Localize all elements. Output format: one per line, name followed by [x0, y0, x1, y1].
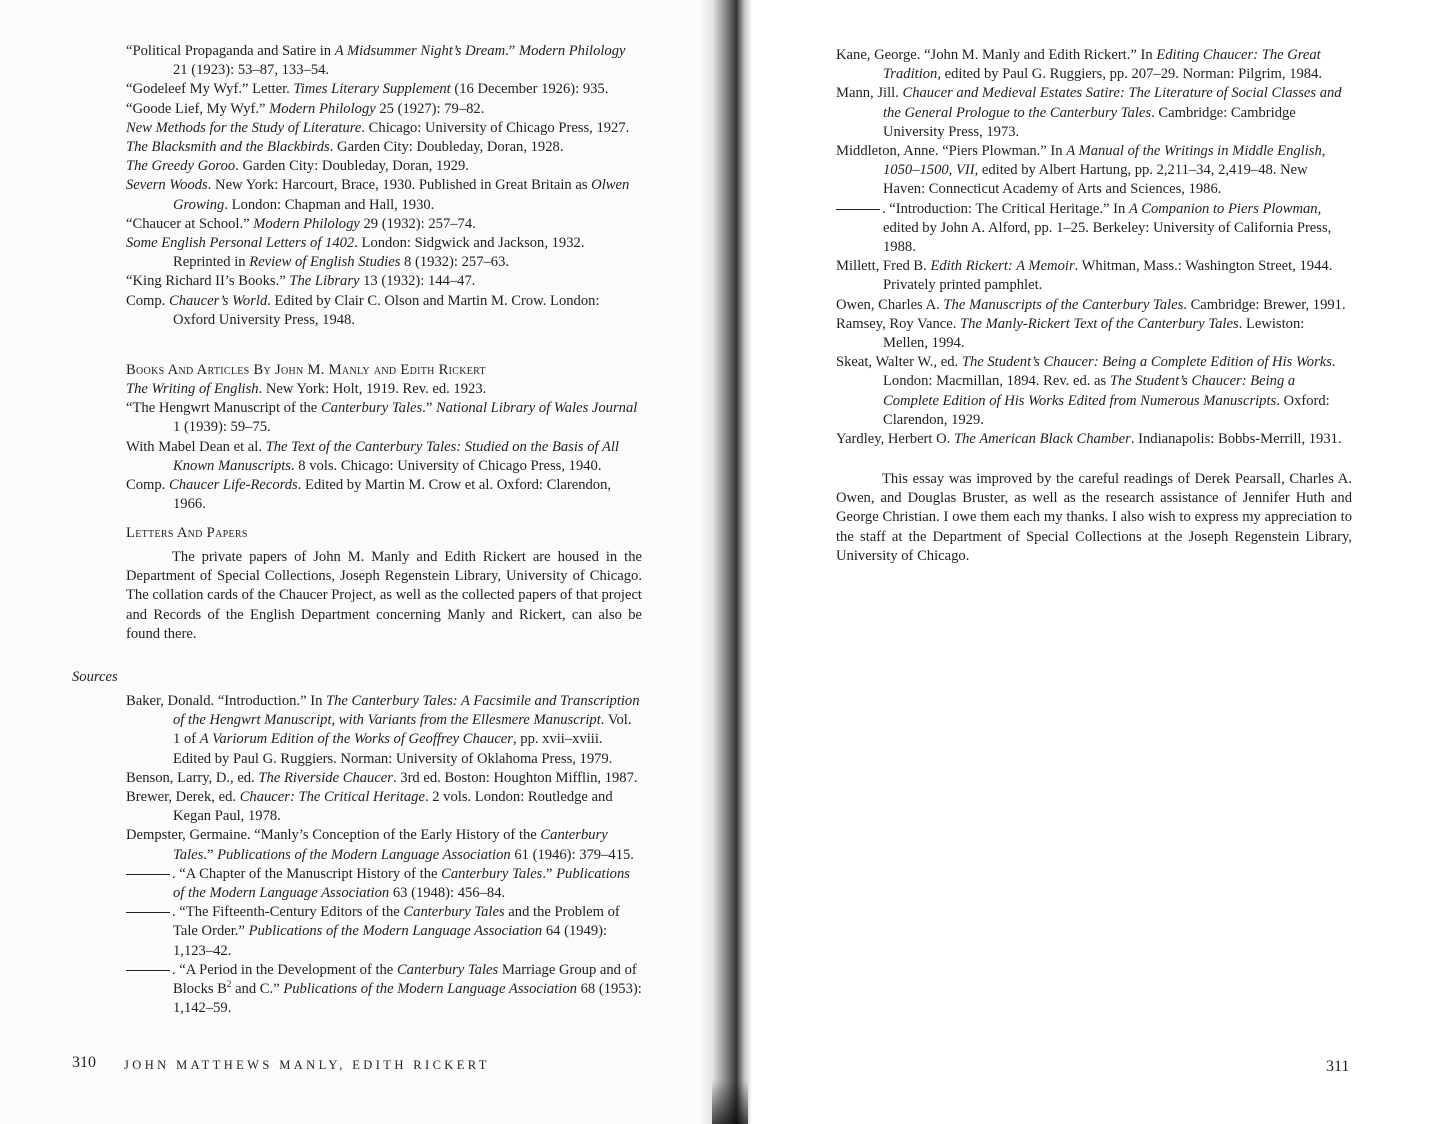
bibliography-entry: Baker, Donald. “Introduction.” In The Canterbury Tales: A Facsimile and Transcription of the Hengwrt Manuscript, with Variants from the Ellesmere Manuscript. Vol. 1 of A Variorum Edition of the Works of Geoffrey Chaucer, pp. xvii–xviii. Edited by Paul G. Ruggiers. Norman: University of Oklahoma Press, 1979. [126, 693, 640, 767]
joint-works-list [126, 380, 642, 514]
bibliography-entry: Comp. Chaucer Life-Records. Edited by Martin M. Crow et al. Oxford: Clarendon, 1966. [126, 477, 612, 513]
left-page [0, 0, 722, 1124]
sources-list-left [126, 692, 642, 1018]
bibliography-entry: Owen, Charles A. The Manuscripts of the Canterbury Tales. Cambridge: Brewer, 1991. [836, 296, 1346, 313]
page-number-right: 311 [1326, 1058, 1350, 1075]
bibliography-entry: Millett, Fred B. Edith Rickert: A Memoir. Whitman, Mass.: Washington Street, 1944. Privately printed pamphlet. [836, 258, 1333, 294]
sources-list-right [836, 46, 1352, 449]
bibliography-entry: Skeat, Walter W., ed. The Student’s Chaucer: Being a Complete Edition of His Works. London: Macmillan, 1894. Rev. ed. as The Student’s Chaucer: Being a Complete Edition of His Works Edited from Numerous Manuscripts. Oxford: Clarendon, 1929. [836, 354, 1336, 428]
letters-section [126, 524, 642, 644]
joint-works-heading: Books And Articles By John M. Manly and Edith Rickert [126, 362, 486, 378]
bibliography-entry: “The Hengwrt Manuscript of the Canterbury Tales.” National Library of Wales Journal 1 (1939): 59–75. [126, 400, 638, 436]
bibliography-entry: New Methods for the Study of Literature. Chicago: University of Chicago Press, 1927. [126, 119, 630, 136]
bibliography-entry: Some English Personal Letters of 1402. London: Sidgwick and Jackson, 1932. Reprinted in Review of English Studies 8 (1932): 257–63. [126, 235, 585, 271]
bibliography-entry: . “A Period in the Development of the Canterbury Tales Marriage Group and of Blocks $B^2$ and C.” Publications of the Modern Language Association 68 (1953): 1,142–59. [126, 961, 642, 1019]
sources-heading: Sources [72, 669, 118, 685]
bibliography-entry: Yardley, Herbert O. The American Black Chamber. Indianapolis: Bobbs-Merrill, 1931. [836, 431, 1342, 448]
bibliography-entry: “Goode Lief, My Wyf.” Modern Philology 25 (1927): 79–82. [126, 100, 485, 117]
bibliography-entry: “Political Propaganda and Satire in A Midsummer Night’s Dream.” Modern Philology 21 (1923): 53–87, 133–54. [126, 43, 626, 79]
bibliography-entry: . “The Fifteenth-Century Editors of the Canterbury Tales and the Problem of Tale Order.” Publications of the Modern Language Association 64 (1949): 1,123–42. [126, 903, 642, 961]
bibliography-entry: Middleton, Anne. “Piers Plowman.” In A Manual of the Writings in Middle English, 1050–1500, VII, edited by Albert Hartung, pp. 2,211–34, 2,419–48. New Haven: Connecticut Academy of Arts and Sciences, 1986. [836, 143, 1326, 198]
bibliography-entry: . “A Chapter of the Manuscript History of the Canterbury Tales.” Publications of the Modern Language Association 63 (1948): 456–84. [126, 865, 642, 903]
bibliography-entry: Dempster, Germaine. “Manly’s Conception of the Early History of the Canterbury Tales.” Publications of the Modern Language Association 61 (1946): 379–415. [126, 827, 634, 863]
bibliography-entry: Mann, Jill. Chaucer and Medieval Estates Satire: The Literature of Social Classes and the General Prologue to the Canterbury Tales. Cambridge: Cambridge University Press, 1973. [836, 85, 1342, 140]
book-gutter-bottom-shadow [712, 1080, 748, 1124]
bibliography-entry: “King Richard II’s Books.” The Library 13 (1932): 144–47. [126, 273, 476, 290]
bibliography-entry: Brewer, Derek, ed. Chaucer: The Critical Heritage. 2 vols. London: Routledge and Kegan Paul, 1978. [126, 789, 613, 825]
letters-paragraph: The private papers of John M. Manly and Edith Rickert are housed in the Department of Special Collections, Joseph Regenstein Library, University of Chicago. The collation cards of the Chaucer Project, as well as the collected papers of that project and Records of the English Department concerning Manly and Rickert, can also be found there. [126, 549, 642, 642]
bibliography-entry: Ramsey, Roy Vance. The Manly-Rickert Text of the Canterbury Tales. Lewiston: Mellen, 1994. [836, 315, 1305, 352]
bibliography-entry: Severn Woods. New York: Harcourt, Brace, 1930. Published in Great Britain as Olwen Growing. London: Chapman and Hall, 1930. [126, 177, 630, 213]
manly-bibliography-list [126, 42, 642, 330]
bibliography-entry: . “Introduction: The Critical Heritage.” In A Companion to Piers Plowman, edited by John A. Alford, pp. 1–25. Berkeley: University of California Press, 1988. [836, 200, 1352, 258]
bibliography-entry: “Godeleef My Wyf.” Letter. Times Literary Supplement (16 December 1926): 935. [126, 81, 609, 98]
bibliography-entry: The Greedy Goroo. Garden City: Doubleday, Doran, 1929. [126, 158, 469, 175]
bibliography-entry: Comp. Chaucer’s World. Edited by Clair C. Olson and Martin M. Crow. London: Oxford University Press, 1948. [126, 292, 600, 328]
bibliography-entry: Kane, George. “John M. Manly and Edith Rickert.” In Editing Chaucer: The Great Tradition, edited by Paul G. Ruggiers, pp. 207–29. Norman: Pilgrim, 1984. [836, 47, 1323, 83]
bibliography-entry: The Writing of English. New York: Holt, 1919. Rev. ed. 1923. [126, 381, 487, 397]
letters-heading: Letters And Papers [126, 525, 248, 541]
right-page [722, 0, 1445, 1124]
bibliography-entry: “Chaucer at School.” Modern Philology 29 (1932): 257–74. [126, 215, 476, 232]
acknowledgment-paragraph: This essay was improved by the careful readings of Derek Pearsall, Charles A. Owen, and Douglas Bruster, as well as the research assistance of Jennifer Huth and George Christian. I owe them each my thanks. I also wish to express my appreciation to the staff at the Department of Special Collections at the Joseph Regenstein Library, University of Chicago. [836, 471, 1352, 564]
running-head: JOHN MATTHEWS MANLY, EDITH RICKERT [124, 1058, 490, 1072]
page-number-left: 310 [72, 1054, 96, 1071]
bibliography-entry: With Mabel Dean et al. The Text of the Canterbury Tales: Studied on the Basis of All Known Manuscripts. 8 vols. Chicago: University of Chicago Press, 1940. [126, 438, 619, 474]
book-gutter-shadow [700, 0, 752, 1124]
joint-works-section [126, 361, 642, 514]
bibliography-entry: Benson, Larry, D., ed. The Riverside Chaucer. 3rd ed. Boston: Houghton Mifflin, 1987. [126, 769, 638, 786]
bibliography-entry: The Blacksmith and the Blackbirds. Garden City: Doubleday, Doran, 1928. [126, 139, 564, 156]
